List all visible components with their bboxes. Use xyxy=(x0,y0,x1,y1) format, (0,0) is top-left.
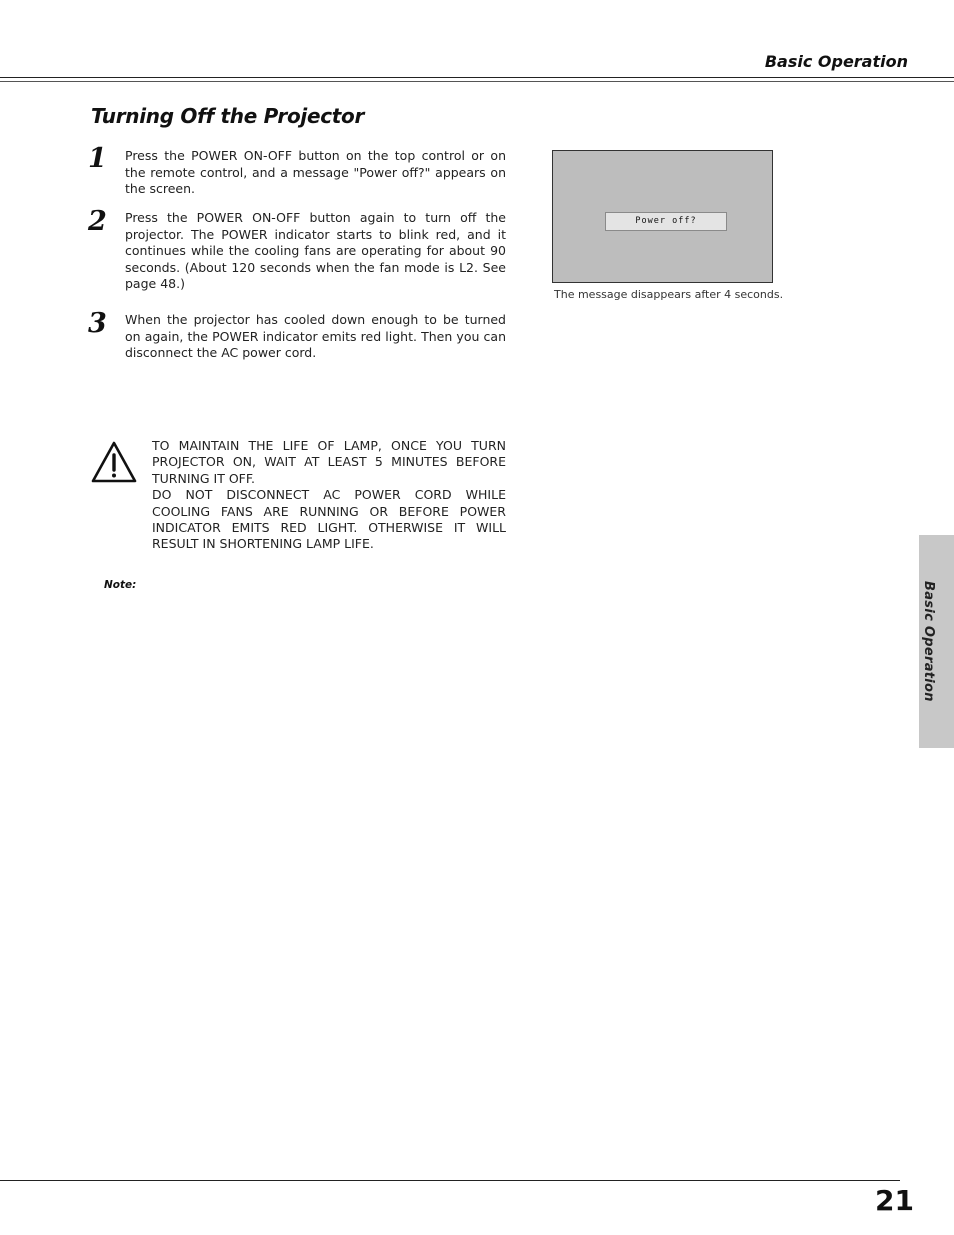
header-rule xyxy=(0,77,954,78)
screen-illustration xyxy=(552,150,773,283)
warning-line-1: TO MAINTAIN THE LIFE OF LAMP, ONCE YOU TURN PROJECTOR ON, WAIT AT LEAST 5 MINUTES BEFORE TURNING IT OFF. xyxy=(152,438,506,486)
warning-line-2: DO NOT DISCONNECT AC POWER CORD WHILE COOLING FANS ARE RUNNING OR BEFORE POWER INDICATOR EMITS RED LIGHT. OTHERWISE IT WILL RESULT IN SHORTENING LAMP LIFE. xyxy=(152,487,506,552)
warning-triangle-icon xyxy=(90,440,138,484)
header-rule-thin xyxy=(0,81,954,82)
footer-rule xyxy=(0,1180,900,1181)
step-number-2: 2 xyxy=(88,206,107,237)
step-text-2: Press the POWER ON-OFF button again to turn off the projector. The POWER indicator starts to blink red, and it continues while the cooling fans are operating for about 90 seconds. (About 120 seconds when the fan mode is L2. See page 48.) xyxy=(125,210,506,291)
step-number-3: 3 xyxy=(88,308,107,339)
step-text-1: Press the POWER ON-OFF button on the top control or on the remote control, and a message "Power off?" appears on the screen. xyxy=(125,148,506,196)
step-text-3: When the projector has cooled down enough to be turned on again, the POWER indicator emits red light. Then you can disconnect the AC power cord. xyxy=(125,312,506,360)
section-title: Turning Off the Projector xyxy=(91,104,365,128)
page-number: 21 xyxy=(875,1184,914,1217)
page-header-title: Basic Operation xyxy=(764,52,908,71)
power-off-dialog: Power off? xyxy=(605,212,727,231)
note-label: Note: xyxy=(104,579,137,591)
step-number-1: 1 xyxy=(88,143,107,174)
warning-text xyxy=(152,438,506,553)
screen-caption: The message disappears after 4 seconds. xyxy=(554,288,784,301)
side-tab-label: Basic Operation xyxy=(921,581,936,702)
side-tab xyxy=(919,535,954,748)
